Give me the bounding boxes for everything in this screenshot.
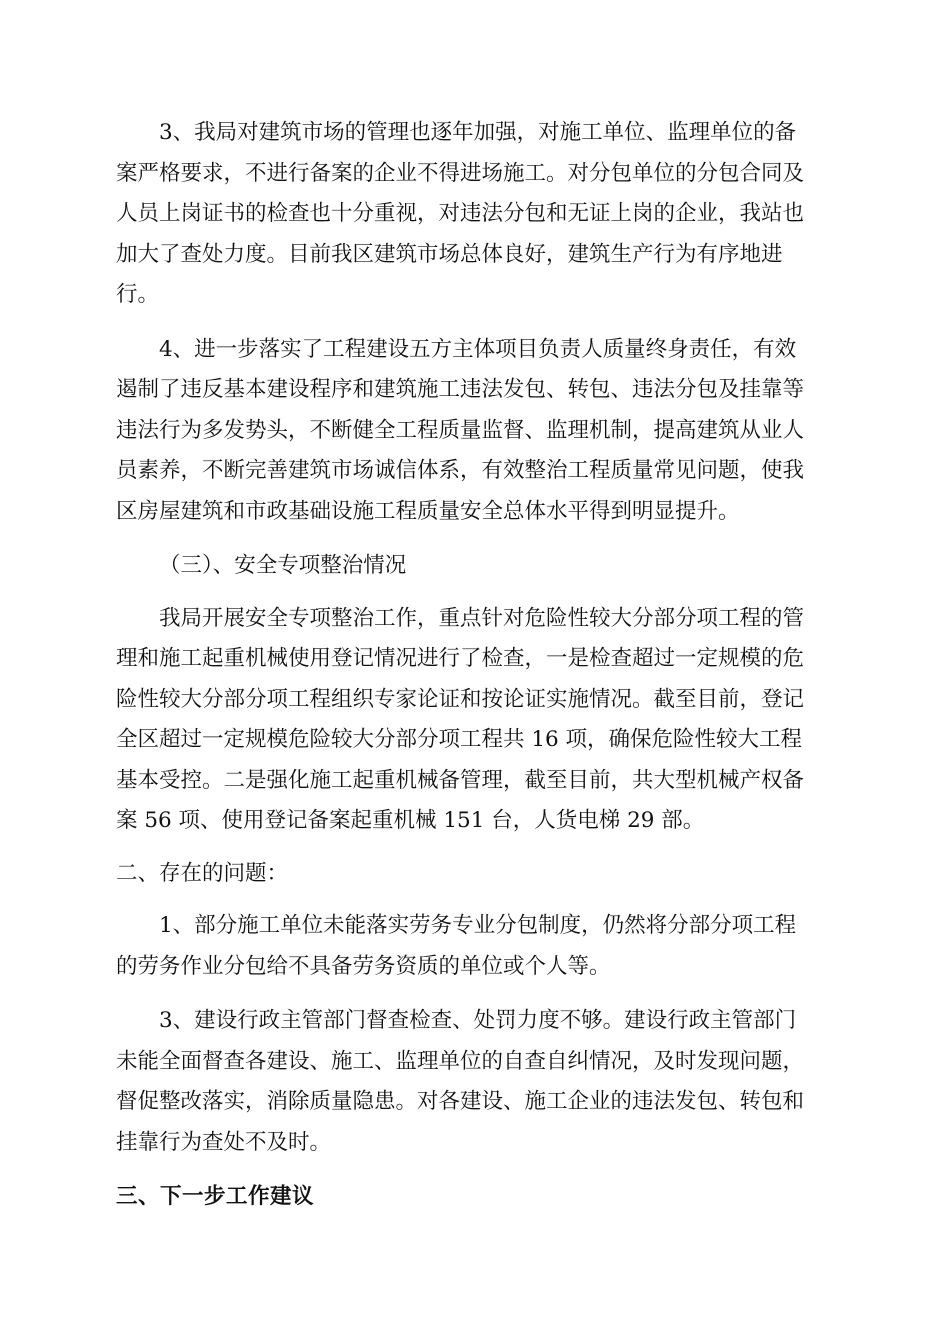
paragraph-quality-responsibility bbox=[116, 330, 832, 533]
text-line: 案严格要求，不进行备案的企业不得进场施工。对分包单位的分包合同及 bbox=[116, 160, 805, 186]
text-line: 4、进一步落实了工程建设五方主体项目负责人质量终身责任，有效 bbox=[159, 336, 797, 362]
text-line: 险性较大分部分项工程组织专家论证和按论证实施情况。截至目前，登记 bbox=[116, 686, 805, 712]
text-line: 督促整改落实，消除质量隐患。对各建设、施工企业的违法发包、转包和 bbox=[116, 1089, 805, 1114]
text-line: 3、建设行政主管部门督查检查、处罚力度不够。建设行政主管部门 bbox=[159, 1008, 797, 1033]
section-heading-next-steps bbox=[116, 1177, 832, 1218]
text-line: 区房屋建筑和市政基础设施工程质量安全总体水平得到明显提升。 bbox=[116, 498, 740, 524]
paragraph-safety-rectification bbox=[116, 599, 832, 842]
text-line: 基本受控。二是强化施工起重机械备管理，截至目前，共大型机械产权备 bbox=[116, 767, 805, 793]
text-line: 员素养，不断完善建筑市场诚信体系，有效整治工程质量常见问题，使我 bbox=[116, 458, 805, 483]
text-line: 我局开展安全专项整治工作，重点针对危险性较大分部分项工程的管 bbox=[159, 605, 805, 631]
text-line: 的劳务作业分包给不具备劳务资质的单位或个人等。 bbox=[116, 953, 611, 979]
document-body bbox=[116, 113, 832, 1218]
text-line: 理和施工起重机械使用登记情况进行了检查，一是检查超过一定规模的危 bbox=[116, 646, 805, 671]
text-line: 全区超过一定规模危险较大分部分项工程共 16 项，确保危险性较大工程 bbox=[116, 727, 803, 752]
text-line: 行。 bbox=[116, 282, 160, 307]
subheading-text: （三）、安全专项整治情况 bbox=[159, 553, 407, 578]
text-line: 3、我局对建筑市场的管理也逐年加强，对施工单位、监理单位的备 bbox=[159, 120, 797, 145]
paragraph-problem-3 bbox=[116, 1001, 832, 1163]
paragraph-market-management bbox=[116, 113, 832, 316]
text-line: 人员上岗证书的检查也十分重视，对违法分包和无证上岗的企业，我站也 bbox=[116, 201, 805, 226]
text-line: 挂靠行为查处不及时。 bbox=[116, 1129, 332, 1155]
paragraph-problem-1 bbox=[116, 906, 832, 987]
section-title: 二、存在的问题： bbox=[116, 860, 289, 886]
section-title: 三、下一步工作建议 bbox=[116, 1184, 315, 1209]
subheading-safety-rectification bbox=[116, 546, 832, 587]
text-line: 加大了查处力度。目前我区建筑市场总体良好，建筑生产行为有序地进 bbox=[116, 241, 783, 267]
text-line: 遏制了违反基本建设程序和建筑施工违法发包、转包、违法分包及挂靠等 bbox=[116, 377, 805, 402]
text-line: 违法行为多发势头，不断健全工程质量监督、监理机制，提高建筑从业人 bbox=[116, 417, 805, 443]
text-line: 未能全面督查各建设、施工、监理单位的自查自纠情况，及时发现问题， bbox=[116, 1048, 805, 1074]
section-heading-problems bbox=[116, 854, 832, 895]
text-line: 案 56 项、使用登记备案起重机械 151 台，人货电梯 29 部。 bbox=[116, 808, 705, 833]
text-line: 1、部分施工单位未能落实劳务专业分包制度，仍然将分部分项工程 bbox=[159, 913, 797, 938]
